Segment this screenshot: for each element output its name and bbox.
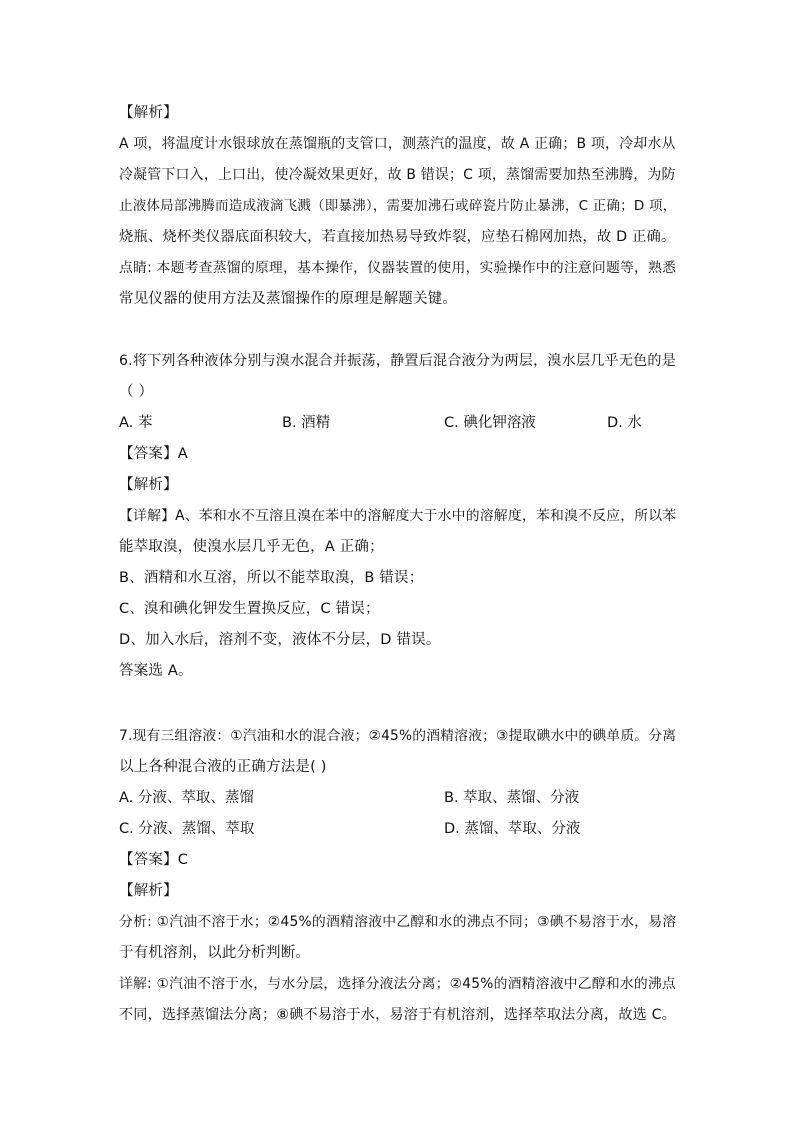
q6-detail-line: D、加入水后，溶剂不变，液体不分层，D 错误。 xyxy=(119,632,441,648)
q6-analysis-label: 【解析】 xyxy=(119,477,178,493)
analysis-line: 冷凝管下口入，上口出，使冷凝效果更好，故 B 错误；C 项，蒸馏需要加热至沸腾，为防 xyxy=(119,167,676,183)
q6-option-d: D. 水 xyxy=(607,415,642,431)
q7-stem: 7.现有三组溶液：①汽油和水的混合液；②45%的酒精溶液；③提取碘水中的碘单质。分离 xyxy=(119,728,677,744)
q7-detail-line: 详解: ①汽油不溶于水，与水分层，选择分液法分离；②45%的酒精溶液中乙醇和水的沸点 xyxy=(119,976,676,992)
q7-answer: 【答案】C xyxy=(119,852,189,868)
q6-answer: 【答案】A xyxy=(119,446,188,462)
q6-detail-line: 答案选 A。 xyxy=(119,663,193,679)
comment-line: 常见仪器的使用方法及蒸馏操作的原理是解题关键。 xyxy=(119,291,458,307)
q7-option-c: C. 分液、蒸馏、萃取 xyxy=(119,821,255,837)
q6-detail-line: 【详解】A、苯和水不互溶且溴在苯中的溶解度大于水中的溶解度，苯和溴不反应，所以苯 xyxy=(119,508,677,524)
q6-detail-line: C、溴和碘化钾发生置换反应，C 错误； xyxy=(119,601,380,617)
q7-option-a: A. 分液、萃取、蒸馏 xyxy=(119,790,254,806)
analysis-line: 烧瓶、烧杯类仪器底面积较大，若直接加热易导致炸裂，应垫石棉网加热，故 D 正确。 xyxy=(119,229,676,245)
q7-option-b: B. 萃取、蒸馏、分液 xyxy=(444,790,580,806)
analysis-line: 止液体局部沸腾而造成液滴飞溅（即暴沸），需要加沸石或碎瓷片防止暴沸，C 正确；D 项， xyxy=(119,198,677,214)
q7-detail-line: 不同，选择蒸馏法分离；⑧碘不易溶于水，易溶于有机溶剂，选择萃取法分离，故选 C。 xyxy=(119,1007,677,1023)
q6-stem-blank: （ ） xyxy=(119,384,154,400)
q7-option-d: D. 蒸馏、萃取、分液 xyxy=(444,821,581,837)
q7-stem: 以上各种混合液的正确方法是( ) xyxy=(119,759,327,775)
analysis-line: A 项，将温度计水银球放在蒸馏瓶的支管口，测蒸汽的温度，故 A 正确；B 项，冷却水从 xyxy=(119,136,676,152)
comment-line: 点睛: 本题考查蒸馏的原理，基本操作，仪器装置的使用，实验操作中的注意问题等，熟悉 xyxy=(119,260,677,276)
q6-detail-line: 能萃取溴，使溴水层几乎无色，A 正确； xyxy=(119,539,384,555)
q7-detail-line: 于有机溶剂，以此分析判断。 xyxy=(119,945,311,961)
q6-option-a: A. 苯 xyxy=(119,415,153,431)
q6-stem: 6.将下列各种液体分别与溴水混合并振荡，静置后混合液分为两层，溴水层几乎无色的是 xyxy=(119,353,677,369)
q7-detail-line: 分析: ①汽油不溶于水；②45%的酒精溶液中乙醇和水的沸点不同；③碘不易溶于水，易溶 xyxy=(119,914,677,930)
q7-analysis-label: 【解析】 xyxy=(119,883,178,899)
q6-option-c: C. 碘化钾溶液 xyxy=(444,415,536,431)
q6-detail-line: B、酒精和水互溶，所以不能萃取溴，B 错误； xyxy=(119,570,424,586)
analysis-label: 【解析】 xyxy=(119,105,178,121)
q6-option-b: B. 酒精 xyxy=(282,415,331,431)
